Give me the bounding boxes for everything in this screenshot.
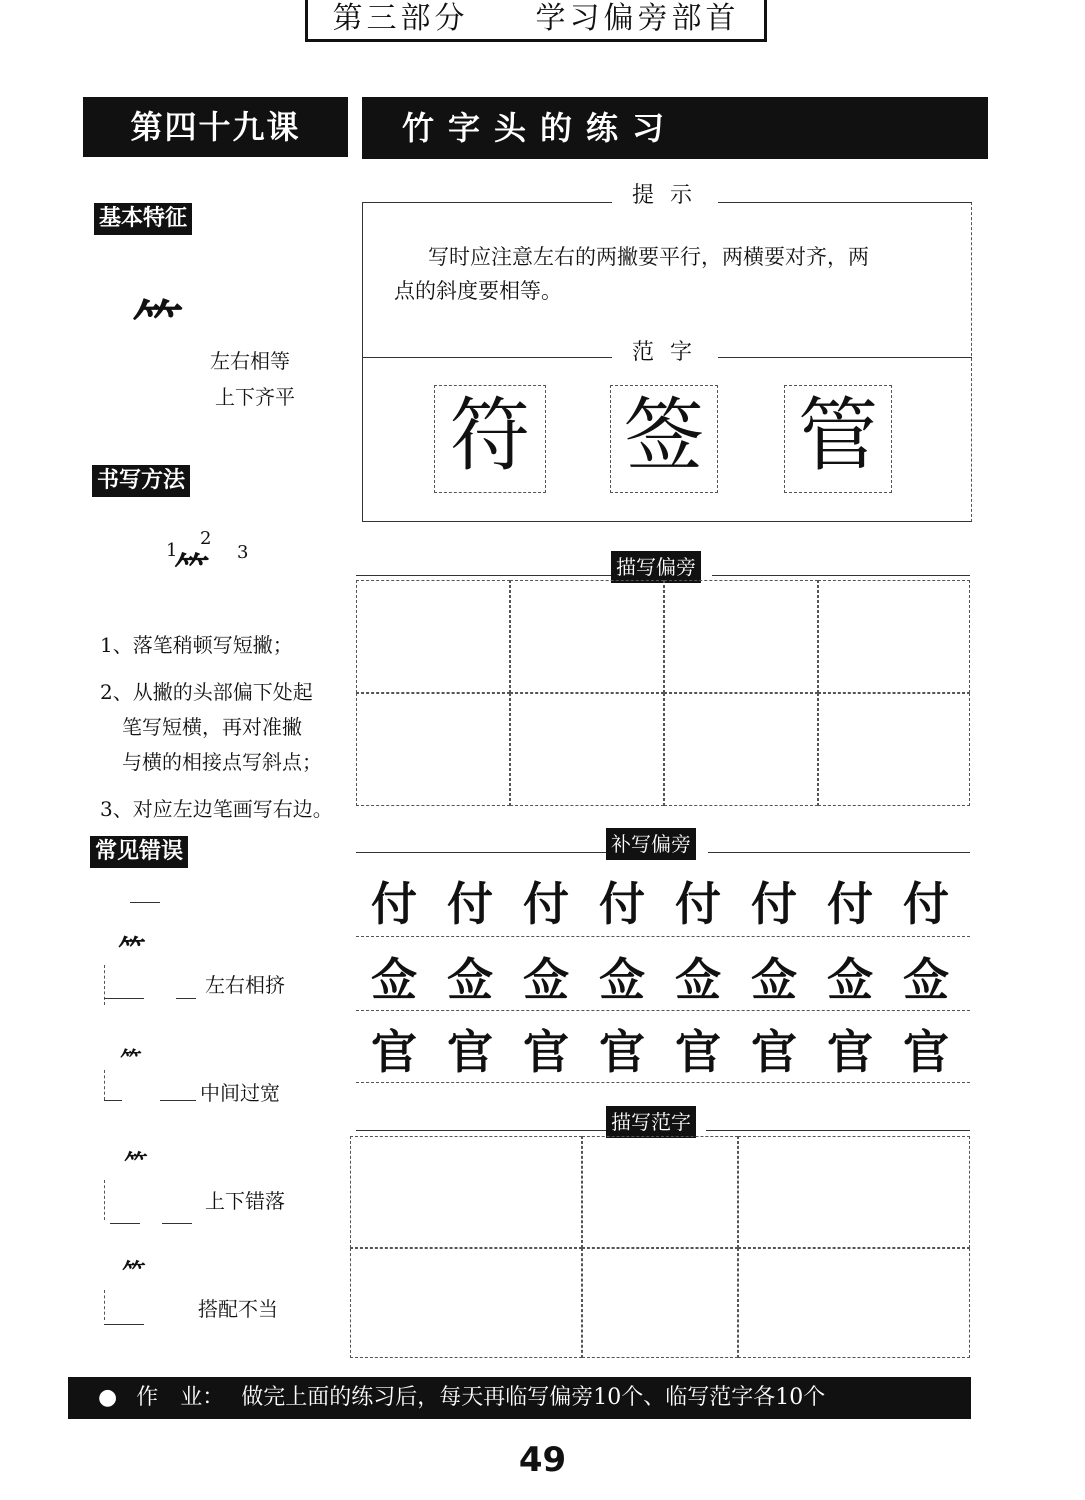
practice-char: 佥 xyxy=(523,953,569,1007)
practice-char: 佥 xyxy=(751,953,797,1007)
method-glyph: ⺮ xyxy=(174,550,211,591)
practice-char: 付 xyxy=(903,877,949,931)
practice-char: 官 xyxy=(599,1025,645,1079)
example-char-3: 管 xyxy=(798,389,878,482)
error-label-2: 中间过宽 xyxy=(200,1081,280,1105)
practice-char: 官 xyxy=(751,1025,797,1079)
practice-char: 付 xyxy=(675,877,721,931)
part-label: 第三部分 xyxy=(332,1,469,36)
method-step-2b: 笔写短横，再对准撇 xyxy=(122,715,302,739)
tip-line-1: 写时应注意左右的两撇要平行，两横要对齐，两 xyxy=(428,245,869,269)
feature-glyph: ⺮ xyxy=(132,295,185,355)
subject-label: 学习偏旁部首 xyxy=(535,1,740,36)
homework-bar xyxy=(68,1377,971,1419)
trace-examples-grid[interactable] xyxy=(350,1136,970,1358)
practice-char: 佥 xyxy=(903,953,949,1007)
page-number: 49 xyxy=(518,1440,567,1480)
error-glyph-1: ⺮ xyxy=(118,933,144,966)
section-features: 基本特征 xyxy=(94,203,192,235)
complete-radical-label: 补写偏旁 xyxy=(606,828,696,860)
practice-char: 付 xyxy=(371,877,417,931)
practice-char: 官 xyxy=(371,1025,417,1079)
tip-line-2: 点的斜度要相等。 xyxy=(394,279,562,303)
practice-char: 付 xyxy=(827,877,873,931)
practice-char: 官 xyxy=(523,1025,569,1079)
error-label-4: 搭配不当 xyxy=(198,1297,278,1321)
homework-label: 作 业： xyxy=(136,1385,225,1410)
practice-char: 付 xyxy=(751,877,797,931)
practice-char: 官 xyxy=(903,1025,949,1079)
lesson-title: 竹字头的练习 xyxy=(362,97,988,159)
method-step-2a: 2、从撇的头部偏下处起 xyxy=(100,680,313,704)
stroke-number-3: 3 xyxy=(237,542,249,563)
trace-examples-label: 描写范字 xyxy=(606,1106,696,1138)
stroke-number-2: 2 xyxy=(200,528,212,549)
practice-char: 佥 xyxy=(599,953,645,1007)
practice-char: 官 xyxy=(827,1025,873,1079)
practice-char: 佥 xyxy=(447,953,493,1007)
practice-char: 官 xyxy=(675,1025,721,1079)
error-glyph-4: ⺮ xyxy=(122,1258,143,1286)
practice-char: 付 xyxy=(523,877,569,931)
trace-radical-grid[interactable] xyxy=(356,580,970,806)
method-step-2c: 与横的相接点写斜点； xyxy=(122,750,322,774)
trace-radical-label: 描写偏旁 xyxy=(611,551,701,583)
section-errors: 常见错误 xyxy=(90,836,188,868)
practice-char: 佥 xyxy=(675,953,721,1007)
tip-text-1 xyxy=(394,240,869,274)
practice-char: 佥 xyxy=(827,953,873,1007)
feature-line-1: 左右相等 xyxy=(210,349,290,373)
homework-text: 做完上面的练习后，每天再临写偏旁10个、临写范字各10个 xyxy=(241,1385,826,1410)
lesson-number: 第四十九课 xyxy=(83,97,348,157)
section-method: 书写方法 xyxy=(92,465,190,497)
example-char-1: 符 xyxy=(450,389,530,482)
examples-heading: 范字 xyxy=(632,340,709,365)
example-cell-1 xyxy=(434,385,546,493)
error-glyph-3: ⺮ xyxy=(124,1149,145,1177)
practice-char: 佥 xyxy=(371,953,417,1007)
error-glyph-2: ⺮ xyxy=(120,1048,140,1073)
example-cell-2 xyxy=(610,385,718,493)
practice-char: 付 xyxy=(599,877,645,931)
homework-bullet: ● xyxy=(98,1385,118,1410)
example-cell-3 xyxy=(784,385,892,493)
method-step-3: 3、对应左边笔画写右边。 xyxy=(100,797,333,821)
error-label-1: 左右相挤 xyxy=(205,973,285,997)
practice-char: 付 xyxy=(447,877,493,931)
feature-line-2: 上下齐平 xyxy=(215,385,295,409)
part-banner xyxy=(305,0,767,42)
tip-heading: 提示 xyxy=(632,183,709,208)
example-char-2: 签 xyxy=(624,389,704,482)
method-step-1: 1、落笔稍顿写短撇； xyxy=(100,633,293,657)
error-label-3: 上下错落 xyxy=(205,1189,285,1213)
stroke-number-1: 1 xyxy=(166,540,178,561)
practice-char: 官 xyxy=(447,1025,493,1079)
